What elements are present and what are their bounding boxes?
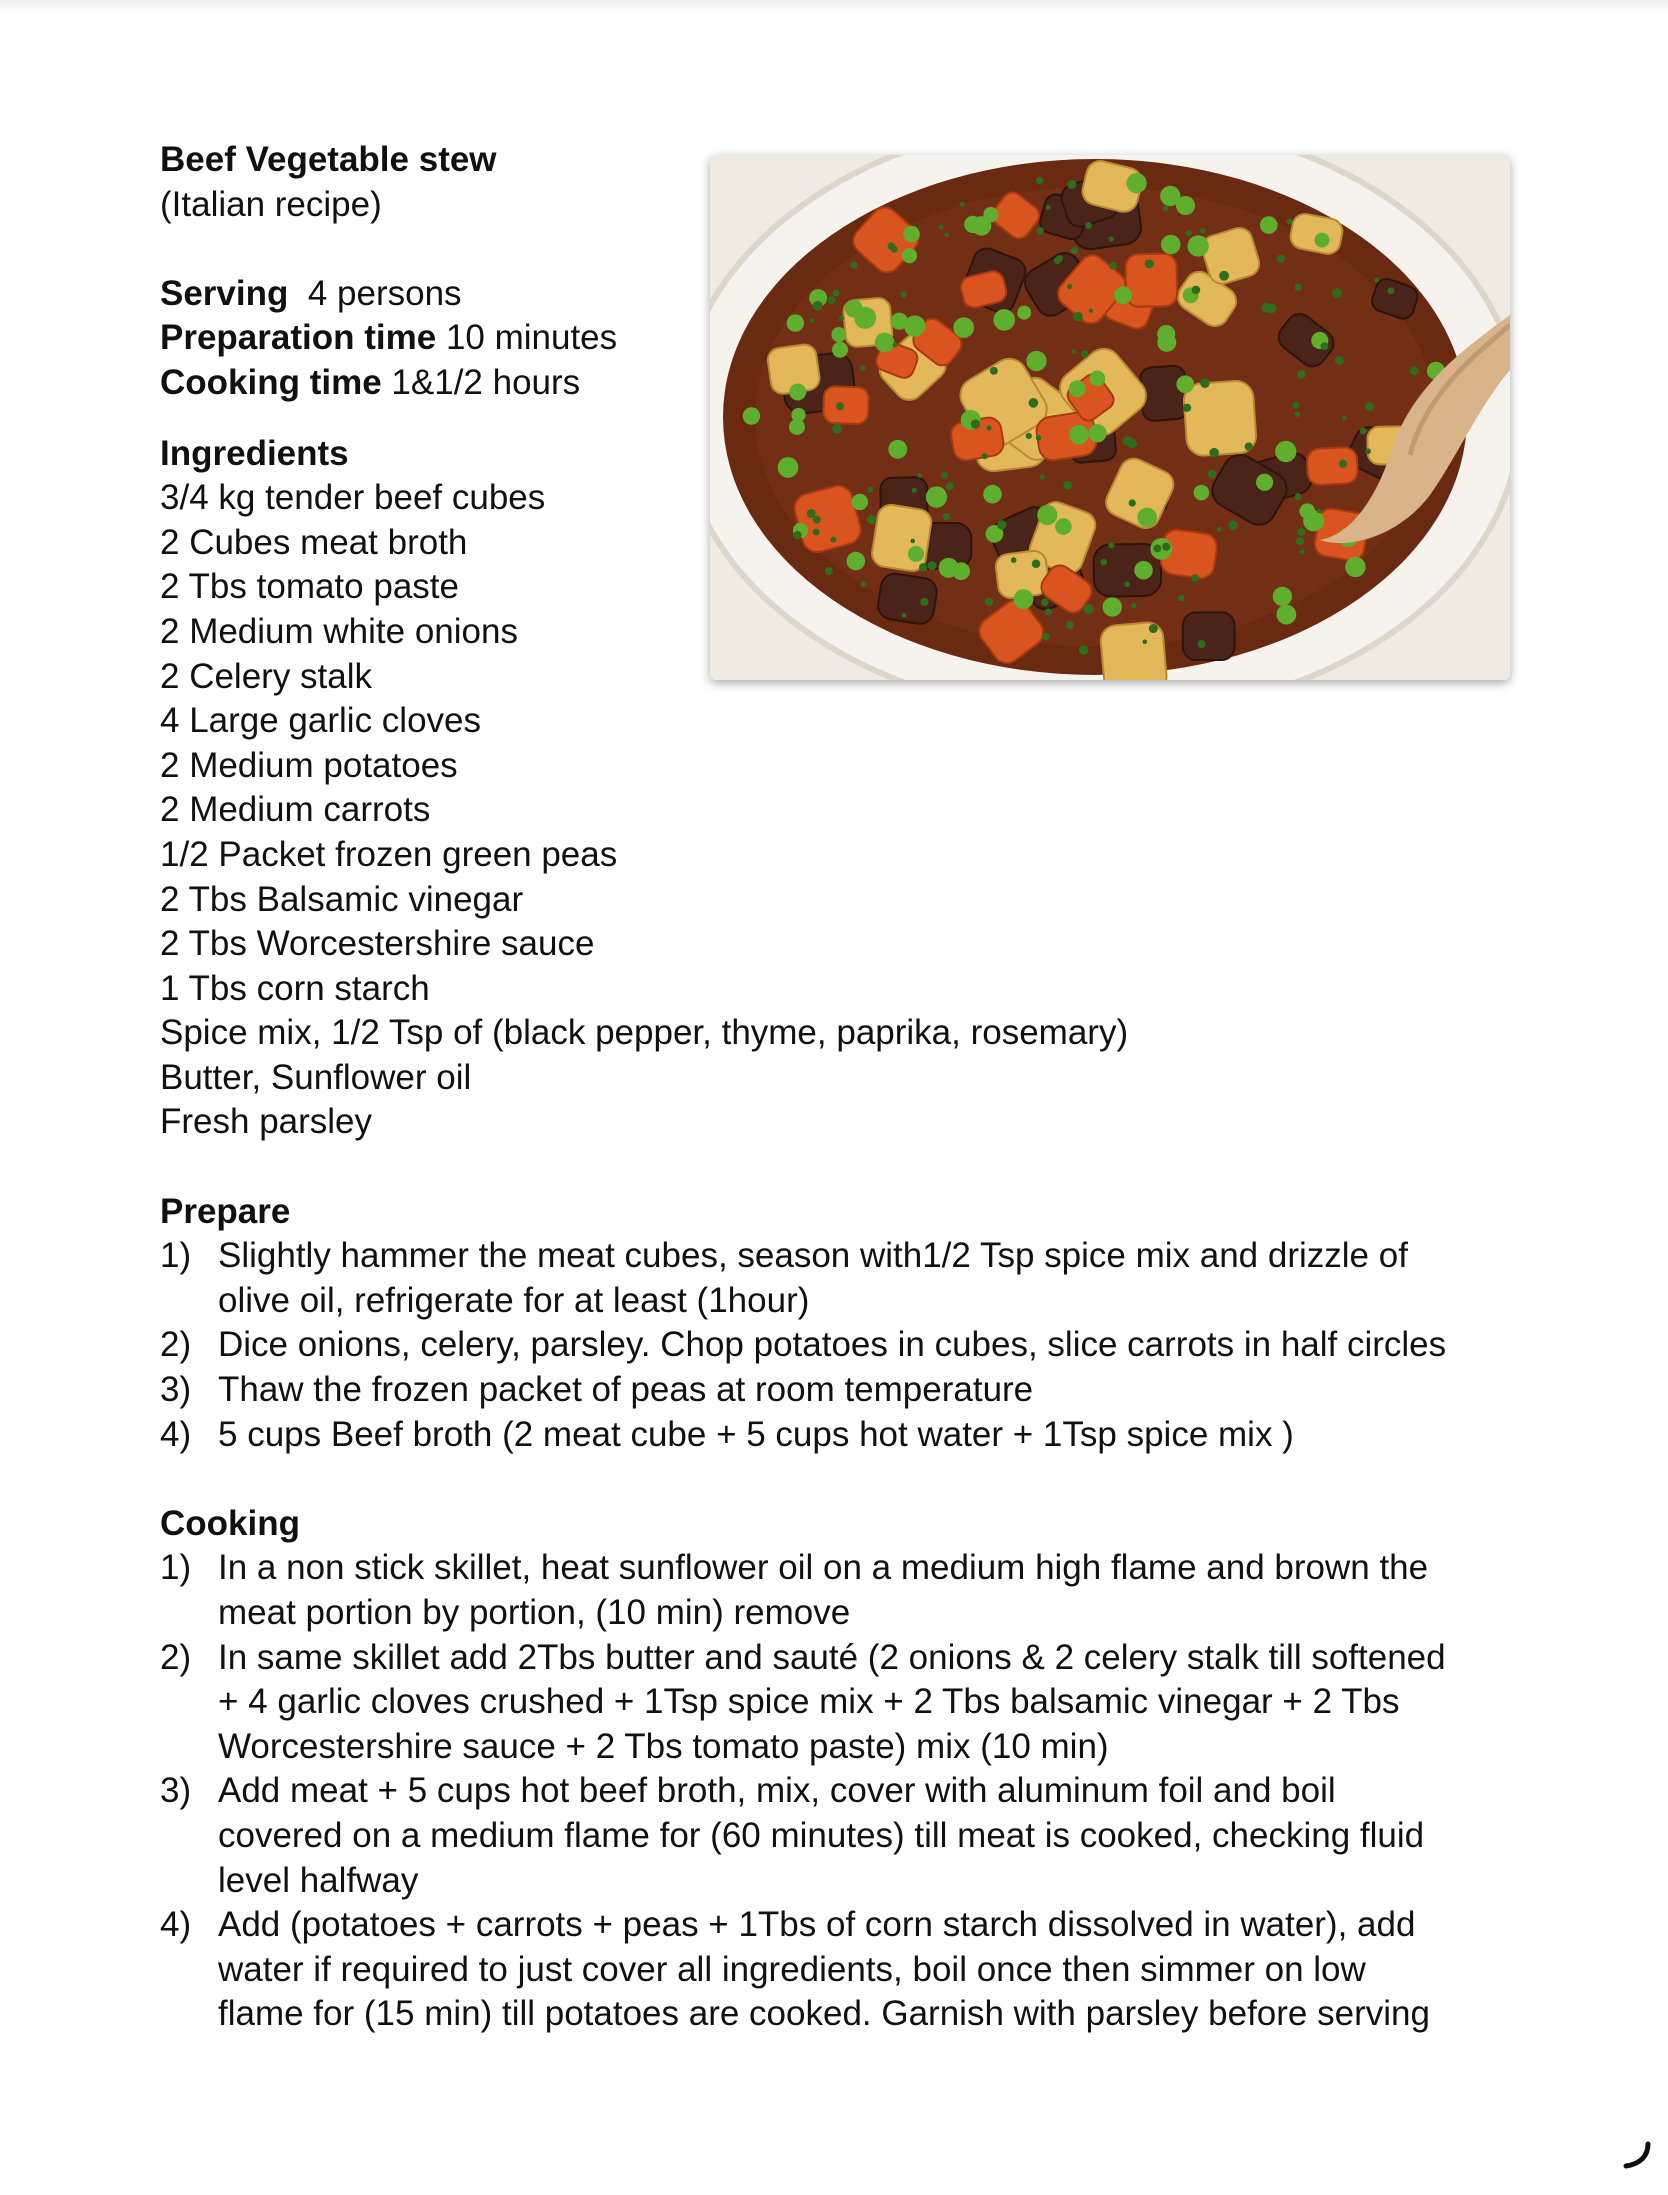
parsley-fleck — [813, 529, 820, 536]
carrot-chunk — [1306, 447, 1358, 486]
green-pea — [1303, 510, 1324, 531]
parsley-fleck — [912, 488, 917, 493]
ingredient-item: Fresh parsley — [160, 1102, 373, 1142]
parsley-fleck — [1041, 598, 1049, 606]
parsley-fleck — [1032, 559, 1041, 568]
prep-time-label: Preparation time — [160, 318, 437, 358]
green-pea — [1069, 380, 1086, 397]
parsley-fleck — [1192, 286, 1201, 295]
parsley-fleck — [1054, 257, 1061, 264]
parsley-fleck — [1100, 559, 1107, 566]
parsley-fleck — [986, 425, 991, 430]
parsley-fleck — [910, 539, 915, 544]
green-pea — [1161, 235, 1180, 254]
cooking-steps — [160, 1546, 1520, 2037]
parsley-fleck — [1209, 448, 1219, 458]
parsley-fleck — [1079, 645, 1088, 654]
parsley-fleck — [825, 567, 833, 575]
parsley-fleck — [943, 513, 950, 520]
parsley-fleck — [1294, 284, 1301, 291]
parsley-fleck — [830, 537, 836, 543]
parsley-fleck — [1339, 460, 1347, 468]
green-pea — [903, 226, 920, 243]
green-pea — [1160, 186, 1180, 206]
parsley-fleck — [1410, 366, 1419, 375]
green-pea — [832, 342, 848, 358]
carrot-chunk — [823, 386, 869, 424]
step-text: In a non stick skillet, heat sunflower oil on a medium high flame and brown the — [218, 1548, 1429, 1588]
parsley-fleck — [1262, 303, 1272, 313]
prepare-step — [160, 1368, 1520, 1413]
parsley-fleck — [941, 472, 948, 479]
green-pea — [1276, 605, 1296, 625]
parsley-fleck — [1089, 308, 1093, 312]
green-pea — [1187, 235, 1208, 256]
ingredients-heading: Ingredients — [160, 433, 349, 473]
parsley-fleck — [1332, 288, 1342, 298]
parsley-fleck — [1067, 180, 1076, 189]
parsley-fleck — [1387, 287, 1394, 294]
parsley-fleck — [1153, 545, 1161, 553]
green-pea — [1273, 587, 1292, 606]
parsley-fleck — [1178, 595, 1185, 602]
parsley-fleck — [919, 563, 927, 571]
green-pea — [852, 494, 868, 510]
parsley-fleck — [1129, 499, 1136, 506]
parsley-fleck — [828, 296, 836, 304]
step-text: Add (potatoes + carrots + peas + 1Tbs of corn starch dissolved in water), add — [218, 1905, 1416, 1945]
green-pea — [1126, 173, 1146, 193]
step-text: flame for (15 min) till potatoes are cooked. Garnish with parsley before serving — [218, 1994, 1430, 2034]
green-pea — [1055, 518, 1072, 535]
step-number: 4) — [160, 1905, 192, 1945]
cook-time-label: Cooking time — [160, 362, 382, 402]
parsley-fleck — [1217, 527, 1222, 532]
parsley-fleck — [832, 424, 842, 434]
parsley-fleck — [1145, 259, 1154, 268]
prepare-steps — [160, 1234, 1520, 1457]
parsley-fleck — [990, 367, 998, 375]
parsley-fleck — [813, 301, 823, 311]
step-text: Dice onions, celery, parsley. Chop potatoes in cubes, slice carrots in half circles — [218, 1325, 1447, 1365]
parsley-fleck — [1183, 404, 1191, 412]
parsley-fleck — [960, 202, 965, 207]
parsley-fleck — [839, 316, 844, 321]
parsley-fleck — [985, 598, 993, 606]
step-number: 2) — [160, 1325, 192, 1365]
parsley-fleck — [1109, 262, 1117, 270]
cooking-step — [160, 1903, 1520, 2037]
step-text: 5 cups Beef broth (2 meat cube + 5 cups hot water + 1Tsp spice mix ) — [218, 1414, 1294, 1454]
beef-chunk — [1140, 365, 1188, 421]
parsley-fleck — [793, 531, 801, 539]
parsley-fleck — [1296, 537, 1304, 545]
parsley-fleck — [1360, 427, 1367, 434]
parsley-fleck — [1208, 470, 1216, 478]
parsley-fleck — [920, 598, 928, 606]
parsley-fleck — [836, 402, 844, 410]
green-pea — [1014, 589, 1034, 609]
step-text: + 4 garlic cloves crushed + 1Tsp spice mix + 2 Tbs balsamic vinegar + 2 Tbs — [218, 1682, 1400, 1722]
green-pea — [1157, 325, 1175, 343]
parsley-fleck — [1085, 222, 1092, 229]
parsley-fleck — [939, 225, 944, 230]
ingredient-item: 2 Medium potatoes — [160, 745, 458, 785]
green-pea — [1260, 216, 1278, 234]
prep-time-value: 10 minutes — [445, 318, 618, 358]
green-pea — [926, 486, 947, 507]
ingredient-item: 4 Large garlic cloves — [160, 701, 481, 741]
step-text: water if required to just cover all ingredients, boil once then simmer on low — [218, 1949, 1366, 1989]
parsley-fleck — [1297, 370, 1306, 379]
parsley-fleck — [1365, 402, 1374, 411]
top-edge-shadow — [0, 0, 1668, 14]
parsley-fleck — [1067, 284, 1072, 289]
serving-value: 4 persons — [307, 273, 462, 313]
step-number: 4) — [160, 1414, 192, 1454]
parsley-fleck — [1200, 228, 1205, 233]
green-pea — [1114, 286, 1132, 304]
parsley-fleck — [1109, 237, 1114, 242]
step-text: covered on a medium flame for (60 minutes) till meat is cooked, checking fluid — [218, 1815, 1425, 1855]
parsley-fleck — [971, 419, 980, 428]
prepare-heading: Prepare — [160, 1191, 291, 1231]
parsley-fleck — [1042, 633, 1049, 640]
parsley-fleck — [1142, 639, 1147, 644]
ingredient-item: 2 Celery stalk — [160, 656, 373, 696]
parsley-fleck — [1073, 312, 1083, 322]
cooking-heading: Cooking — [160, 1503, 300, 1543]
parsley-fleck — [1011, 557, 1017, 563]
green-pea — [778, 457, 799, 478]
parsley-fleck — [1026, 433, 1032, 439]
parsley-fleck — [997, 520, 1006, 529]
ingredient-item: 2 Tbs tomato paste — [160, 567, 459, 607]
parsley-fleck — [1335, 356, 1344, 365]
parsley-fleck — [982, 453, 988, 459]
parsley-fleck — [1124, 581, 1130, 587]
parsley-fleck — [1162, 543, 1170, 551]
green-pea — [904, 315, 925, 336]
ingredient-item: 2 Tbs Worcestershire sauce — [160, 924, 595, 964]
ingredient-item: 2 Medium carrots — [160, 790, 431, 830]
parsley-fleck — [1365, 448, 1371, 454]
parsley-fleck — [867, 487, 873, 493]
parsley-fleck — [1191, 574, 1199, 582]
parsley-fleck — [1163, 205, 1169, 211]
prepare-step — [160, 1234, 1520, 1323]
green-pea — [1069, 425, 1088, 444]
step-number: 3) — [160, 1370, 192, 1410]
ingredient-item: Spice mix, 1/2 Tsp of (black pepper, thyme, paprika, rosemary) — [160, 1013, 1129, 1053]
green-pea — [847, 552, 866, 571]
parsley-fleck — [860, 365, 866, 371]
prepare-step — [160, 1413, 1520, 1458]
step-text: meat portion by portion, (10 min) remove — [218, 1593, 851, 1632]
parsley-fleck — [1045, 608, 1052, 615]
parsley-fleck — [1200, 379, 1210, 389]
ingredient-item: 2 Cubes meat broth — [160, 522, 468, 562]
parsley-fleck — [1295, 411, 1300, 416]
parsley-fleck — [918, 473, 923, 478]
parsley-fleck — [1295, 493, 1302, 500]
green-pea — [1089, 371, 1105, 387]
parsley-fleck — [1186, 230, 1192, 236]
parsley-fleck — [861, 582, 867, 588]
step-text: Slightly hammer the meat cubes, season with1/2 Tsp spice mix and drizzle of — [218, 1236, 1408, 1276]
parsley-fleck — [810, 318, 814, 322]
cooking-step — [160, 1546, 1520, 1635]
parsley-fleck — [1149, 624, 1158, 633]
green-pea — [1017, 306, 1031, 320]
parsley-fleck — [833, 289, 840, 296]
parsley-fleck — [1127, 439, 1137, 449]
beef-chunk — [1183, 612, 1235, 660]
serving-label: Serving — [160, 273, 289, 313]
green-pea — [1026, 351, 1046, 371]
parsley-fleck — [893, 342, 898, 347]
parsley-fleck — [1063, 481, 1072, 490]
green-pea — [875, 333, 895, 353]
step-text: olive oil, refrigerate for at least (1hour) — [218, 1280, 810, 1320]
ingredient-item: 1 Tbs corn starch — [160, 968, 430, 1008]
parsley-fleck — [1131, 603, 1136, 608]
parsley-fleck — [1029, 398, 1039, 408]
green-pea — [953, 317, 974, 338]
potato-chunk — [870, 503, 933, 573]
parsley-fleck — [1072, 350, 1077, 355]
green-pea — [972, 216, 991, 235]
recipe-subtitle: (Italian recipe) — [160, 184, 382, 224]
parsley-fleck — [1342, 415, 1347, 420]
green-pea — [983, 485, 1002, 504]
parsley-fleck — [867, 515, 877, 525]
green-pea — [1103, 597, 1122, 616]
parsley-fleck — [1219, 271, 1229, 281]
parsley-fleck — [1321, 342, 1329, 350]
prepare-step — [160, 1323, 1520, 1368]
parsley-fleck — [1084, 604, 1094, 614]
parsley-fleck — [1071, 247, 1079, 255]
green-pea — [1134, 561, 1152, 579]
parsley-fleck — [1036, 227, 1043, 234]
parsley-fleck — [1245, 442, 1253, 450]
cook-time-value: 1&1/2 hours — [391, 362, 581, 402]
parsley-fleck — [1081, 350, 1088, 357]
parsley-fleck — [1292, 402, 1299, 409]
green-pea — [791, 408, 805, 422]
parsley-fleck — [1036, 435, 1041, 440]
step-text: level halfway — [218, 1860, 419, 1900]
step-text: Worcestershire sauce + 2 Tbs tomato paste) mix (10 min) — [218, 1726, 1109, 1766]
parsley-fleck — [851, 262, 858, 269]
parsley-fleck — [1317, 509, 1322, 514]
step-number: 1) — [160, 1236, 192, 1276]
green-pea — [845, 300, 863, 318]
green-pea — [888, 440, 907, 459]
ingredient-item: Butter, Sunflower oil — [160, 1057, 472, 1097]
parsley-fleck — [1228, 521, 1237, 530]
parsley-fleck — [1036, 177, 1043, 184]
parsley-fleck — [1374, 278, 1379, 283]
green-pea — [908, 546, 924, 562]
ingredient-item: 1/2 Packet frozen green peas — [160, 834, 618, 874]
step-text: Thaw the frozen packet of peas at room temperature — [218, 1370, 1034, 1410]
parsley-fleck — [1108, 542, 1114, 548]
parsley-fleck — [900, 291, 906, 297]
parsley-fleck — [1287, 219, 1293, 225]
ingredient-item: 2 Medium white onions — [160, 611, 518, 651]
green-pea — [939, 558, 959, 578]
step-text: Add meat + 5 cups hot beef broth, mix, cover with aluminum foil and boil — [218, 1771, 1336, 1811]
parsley-fleck — [1300, 550, 1305, 555]
step-number: 1) — [160, 1548, 192, 1588]
parsley-fleck — [807, 509, 816, 518]
green-pea — [1037, 505, 1057, 525]
green-pea — [1275, 441, 1296, 462]
green-pea — [1314, 233, 1329, 248]
parsley-fleck — [902, 613, 906, 617]
cooking-step — [160, 1636, 1520, 1770]
stew-illustration — [710, 155, 1510, 680]
green-pea — [831, 327, 846, 342]
parsley-fleck — [1297, 528, 1305, 536]
beef-stew-photo — [710, 155, 1510, 680]
parsley-fleck — [1046, 205, 1051, 210]
green-pea — [1176, 375, 1194, 393]
parsley-fleck — [1198, 640, 1206, 648]
green-pea — [787, 314, 804, 331]
parsley-fleck — [946, 482, 954, 490]
parsley-fleck — [1040, 474, 1046, 480]
parsley-fleck — [928, 561, 937, 570]
recipe-title: Beef Vegetable stew — [160, 140, 497, 179]
ingredient-item: 3/4 kg tender beef cubes — [160, 478, 546, 518]
green-pea — [789, 383, 806, 400]
green-pea — [1256, 474, 1273, 491]
step-number: 3) — [160, 1771, 192, 1811]
green-pea — [993, 309, 1015, 331]
green-pea — [902, 248, 917, 263]
parsley-fleck — [888, 242, 895, 249]
beef-chunk — [876, 572, 939, 626]
parsley-fleck — [1277, 255, 1285, 263]
step-number: 2) — [160, 1637, 192, 1677]
parsley-fleck — [1066, 621, 1074, 629]
green-pea — [1137, 508, 1157, 528]
parsley-fleck — [944, 233, 949, 238]
green-pea — [1194, 485, 1210, 501]
green-pea — [743, 407, 761, 425]
ingredient-item: 2 Tbs Balsamic vinegar — [160, 879, 524, 919]
page-curl-icon — [1622, 2140, 1652, 2175]
step-text: In same skillet add 2Tbs butter and sauté (2 onions & 2 celery stalk till softened — [218, 1637, 1446, 1677]
green-pea — [1345, 557, 1365, 577]
cooking-step — [160, 1769, 1520, 1903]
green-pea — [1088, 424, 1106, 442]
